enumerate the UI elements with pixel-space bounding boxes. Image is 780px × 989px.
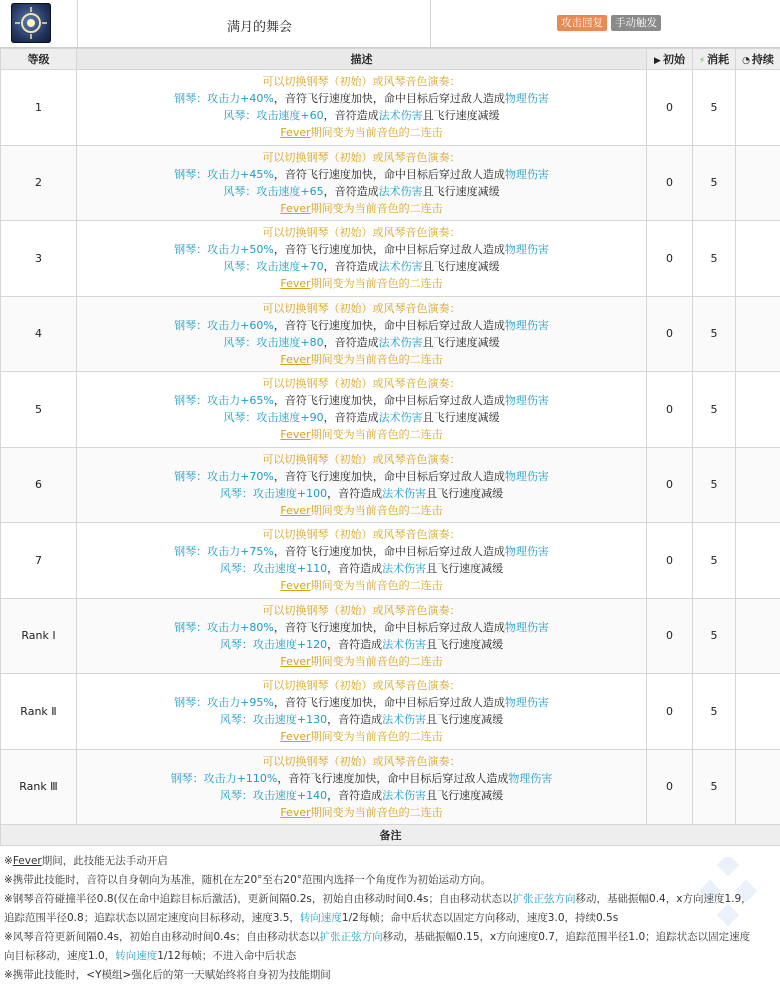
notes-header: 备注 (1, 825, 780, 846)
row-description (77, 296, 647, 372)
row-duration (736, 372, 780, 448)
desc-line-piano: 钢琴：攻击力+95%，音符飞行速度加快，命中目标后穿过敌人造成物理伤害 (174, 696, 549, 710)
desc-line-piano: 钢琴：攻击力+40%，音符飞行速度加快，命中目标后穿过敌人造成物理伤害 (174, 92, 549, 106)
note-2: ※携带此技能时，音符以自身朝向为基准，随机在左20°至右20°范围内选择一个角度作为初始运动方向。 (4, 874, 492, 886)
desc-line-mode: 可以切换钢琴（初始）或风琴音色演奏： (262, 377, 461, 391)
row-cost: 5 (693, 145, 736, 221)
desc-line-fever: Fever期间变为当前音色的二连击 (280, 428, 443, 442)
row-description (77, 372, 647, 448)
row-cost: 5 (693, 523, 736, 599)
desc-line-fever: Fever期间变为当前音色的二连击 (280, 654, 443, 668)
row-description (77, 70, 647, 146)
desc-line-organ: 风琴：攻击速度+70，音符造成法术伤害且飞行速度减缓 (223, 260, 500, 274)
row-description (77, 447, 647, 523)
row-description (77, 598, 647, 674)
row-init: 0 (647, 70, 693, 146)
link-sine-2[interactable]: 扩张正弦方向 (319, 931, 383, 943)
table-row (1, 674, 780, 750)
row-level: 7 (1, 523, 77, 599)
desc-line-fever: Fever期间变为当前音色的二连击 (280, 805, 443, 819)
row-duration (736, 221, 780, 297)
col-level-header: 等级 (1, 49, 77, 70)
desc-line-organ: 风琴：攻击速度+140，音符造成法术伤害且飞行速度减缓 (219, 788, 504, 802)
skill-icon (11, 3, 51, 43)
row-description (77, 749, 647, 825)
desc-line-fever: Fever期间变为当前音色的二连击 (280, 126, 443, 140)
row-duration (736, 296, 780, 372)
desc-line-mode: 可以切换钢琴（初始）或风琴音色演奏： (262, 150, 461, 164)
skill-title: 满月的舞会 (227, 20, 293, 35)
row-cost: 5 (693, 70, 736, 146)
row-level: Rank Ⅲ (1, 749, 77, 825)
desc-line-piano: 钢琴：攻击力+110%，音符飞行速度加快，命中目标后穿过敌人造成物理伤害 (170, 771, 553, 785)
desc-line-fever: Fever期间变为当前音色的二连击 (280, 730, 443, 744)
desc-line-mode: 可以切换钢琴（初始）或风琴音色演奏： (262, 301, 461, 315)
col-duration-header: ◔ 持续 (736, 49, 780, 70)
link-sine[interactable]: 扩张正弦方向 (512, 893, 576, 905)
row-duration (736, 674, 780, 750)
title-cell (77, 0, 431, 47)
clock-icon: ◔ (742, 56, 750, 66)
tag-attack-recovery: 攻击回复 (557, 15, 607, 31)
play-icon: ▶ (654, 56, 661, 66)
row-init: 0 (647, 674, 693, 750)
table-row (1, 70, 780, 146)
row-init: 0 (647, 523, 693, 599)
col-init-header: ▶ 初始 (647, 49, 693, 70)
desc-line-piano: 钢琴：攻击力+70%，音符飞行速度加快，命中目标后穿过敌人造成物理伤害 (174, 469, 549, 483)
table-row (1, 749, 780, 825)
desc-line-piano: 钢琴：攻击力+60%，音符飞行速度加快，命中目标后穿过敌人造成物理伤害 (174, 318, 549, 332)
note-5: ※携带此技能时，<Y模组>强化后的第一天赋始终将自身初为技能期间 (4, 969, 331, 981)
desc-line-mode: 可以切换钢琴（初始）或风琴音色演奏： (262, 452, 461, 466)
desc-line-fever: Fever期间变为当前音色的二连击 (280, 579, 443, 593)
row-description (77, 523, 647, 599)
desc-line-mode: 可以切换钢琴（初始）或风琴音色演奏： (262, 603, 461, 617)
desc-line-organ: 风琴：攻击速度+90，音符造成法术伤害且飞行速度减缓 (223, 411, 500, 425)
desc-line-piano: 钢琴：攻击力+50%，音符飞行速度加快，命中目标后穿过敌人造成物理伤害 (174, 243, 549, 257)
desc-line-fever: Fever期间变为当前音色的二连击 (280, 352, 443, 366)
row-level: 5 (1, 372, 77, 448)
desc-line-mode: 可以切换钢琴（初始）或风琴音色演奏： (262, 528, 461, 542)
row-cost: 5 (693, 749, 736, 825)
table-row (1, 221, 780, 297)
row-duration (736, 70, 780, 146)
row-init: 0 (647, 447, 693, 523)
row-cost: 5 (693, 447, 736, 523)
desc-line-organ: 风琴：攻击速度+130，音符造成法术伤害且飞行速度减缓 (219, 713, 504, 727)
row-duration (736, 598, 780, 674)
desc-line-organ: 风琴：攻击速度+65，音符造成法术伤害且飞行速度减缓 (223, 184, 500, 198)
row-level: Rank Ⅱ (1, 674, 77, 750)
table-row (1, 372, 780, 448)
desc-line-piano: 钢琴：攻击力+80%，音符飞行速度加快，命中目标后穿过敌人造成物理伤害 (174, 620, 549, 634)
row-level: 1 (1, 70, 77, 146)
link-turn-speed-2[interactable]: 转向速度 (115, 950, 158, 962)
desc-line-piano: 钢琴：攻击力+45%，音符飞行速度加快，命中目标后穿过敌人造成物理伤害 (174, 167, 549, 181)
watermark-icon (692, 857, 766, 927)
desc-line-fever: Fever期间变为当前音色的二连击 (280, 201, 443, 215)
row-cost: 5 (693, 221, 736, 297)
note-1: ※Fever期间，此技能无法手动开启 (4, 855, 168, 867)
row-init: 0 (647, 296, 693, 372)
note-4: ※风琴音符更新间隔0.4s，初始自由移动时间0.4s；自由移动状态以扩张正弦方向移动，基础振幅0.15，x方向速度0.7，追踪范围半径1.0；追踪状态以固定速度 (4, 931, 751, 943)
row-level: 4 (1, 296, 77, 372)
row-level: 6 (1, 447, 77, 523)
row-level: 3 (1, 221, 77, 297)
desc-line-fever: Fever期间变为当前音色的二连击 (280, 503, 443, 517)
desc-line-mode: 可以切换钢琴（初始）或风琴音色演奏： (262, 75, 461, 89)
note-3: ※钢琴音符碰撞半径0.8(仅在命中追踪目标后激活)，更新间隔0.2s，初始自由移动时间0.4s；自由移动状态以扩张正弦方向移动，基础振幅0.4，x方向速度1.9， (4, 893, 752, 905)
desc-line-piano: 钢琴：攻击力+65%，音符飞行速度加快，命中目标后穿过敌人造成物理伤害 (174, 394, 549, 408)
row-cost: 5 (693, 296, 736, 372)
desc-line-organ: 风琴：攻击速度+60，音符造成法术伤害且飞行速度减缓 (223, 109, 500, 123)
col-cost-header: ⚡ 消耗 (693, 49, 736, 70)
row-description (77, 221, 647, 297)
desc-line-organ: 风琴：攻击速度+110，音符造成法术伤害且飞行速度减缓 (219, 562, 504, 576)
row-duration (736, 749, 780, 825)
table-row (1, 523, 780, 599)
desc-line-organ: 风琴：攻击速度+120，音符造成法术伤害且飞行速度减缓 (219, 637, 504, 651)
row-cost: 5 (693, 674, 736, 750)
row-init: 0 (647, 221, 693, 297)
desc-line-mode: 可以切换钢琴（初始）或风琴音色演奏： (262, 226, 461, 240)
desc-line-organ: 风琴：攻击速度+100，音符造成法术伤害且飞行速度减缓 (219, 486, 504, 500)
table-row (1, 296, 780, 372)
row-init: 0 (647, 598, 693, 674)
desc-line-fever: Fever期间变为当前音色的二连击 (280, 277, 443, 291)
skill-header (0, 0, 780, 48)
row-description (77, 145, 647, 221)
note-3b: 追踪范围半径0.8；追踪状态以固定速度向目标移动，速度3.5，转向速度1/2每帧；命中后状态以固定方向移动，速度3.0，持续0.5s (4, 912, 619, 924)
row-duration (736, 145, 780, 221)
skill-table (0, 48, 780, 846)
col-desc-header: 描述 (77, 49, 647, 70)
link-turn-speed[interactable]: 转向速度 (299, 912, 342, 924)
desc-line-mode: 可以切换钢琴（初始）或风琴音色演奏： (262, 679, 461, 693)
row-duration (736, 447, 780, 523)
desc-line-piano: 钢琴：攻击力+75%，音符飞行速度加快，命中目标后穿过敌人造成物理伤害 (174, 545, 549, 559)
row-duration (736, 523, 780, 599)
row-init: 0 (647, 145, 693, 221)
row-cost: 5 (693, 372, 736, 448)
row-level: Rank Ⅰ (1, 598, 77, 674)
notes-section (0, 846, 780, 985)
tag-manual-trigger: 手动触发 (611, 15, 661, 31)
row-cost: 5 (693, 598, 736, 674)
table-row (1, 598, 780, 674)
table-row (1, 145, 780, 221)
row-init: 0 (647, 749, 693, 825)
desc-line-organ: 风琴：攻击速度+80，音符造成法术伤害且飞行速度减缓 (223, 335, 500, 349)
row-description (77, 674, 647, 750)
table-row (1, 447, 780, 523)
desc-line-mode: 可以切换钢琴（初始）或风琴音色演奏： (262, 754, 461, 768)
row-init: 0 (647, 372, 693, 448)
lightning-icon: ⚡ (698, 56, 706, 66)
row-level: 2 (1, 145, 77, 221)
note-4b: 向目标移动，速度1.0，转向速度1/12每帧；不进入命中后状态 (4, 950, 297, 962)
